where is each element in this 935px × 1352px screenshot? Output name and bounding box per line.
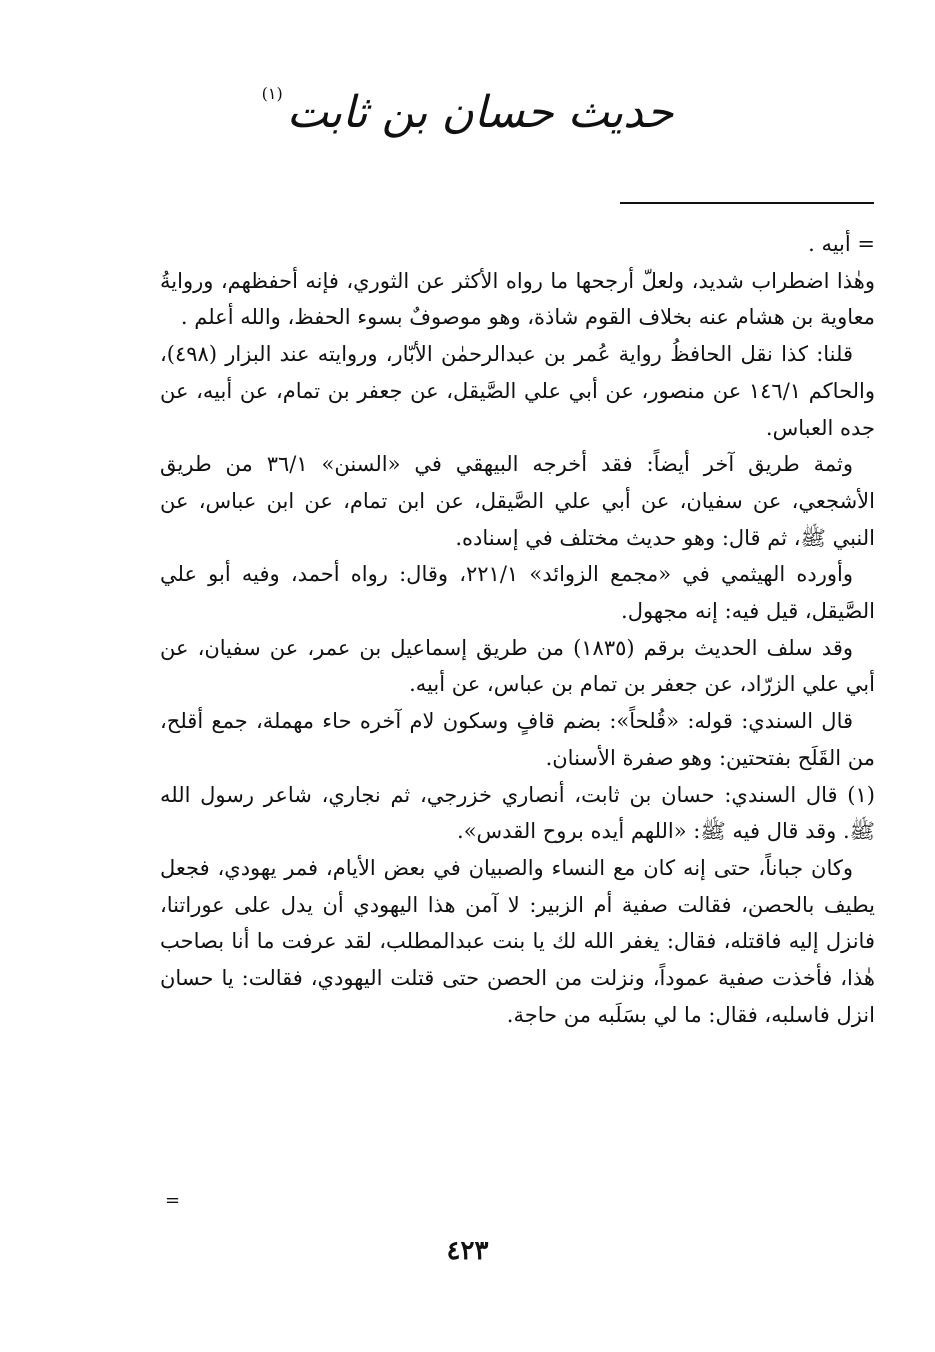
title-text: حديث حسان بن ثابت (286, 87, 674, 138)
footnote-paragraph: وكان جباناً، حتى إنه كان مع النساء والصبيان في بعض الأيام، فمر يهودي، فجعل يطيف بالحصن، فقالت صفية أم الزبير: لا آمن هذا اليهودي أن يدل على عوراتنا، فانزل إليه فاقتله، فقال: يغفر الله لك يا بنت عبدالمطلب، لقد عرفت ما أنا بصاحب هٰذا، فأخذت صفية عموداً، ونزلت من الحصن حتى قتلت اليهودي، فقالت: يا حسان انزل فاسلبه، فقال: ما لي بسَلَبه من حاجة. (160, 855, 875, 1027)
page-title (0, 84, 935, 138)
footnote-separator (620, 202, 874, 204)
footnote-body (160, 226, 875, 1033)
footnote-paragraph: قال السندي: قوله: «قُلحاً»: بضم قافٍ وسكون لام آخره حاء مهملة، جمع أقلح، من القَلَح بفتحتين: وهو صفرة الأسنان. (160, 709, 875, 770)
footnote-paragraph: وثمة طريق آخر أيضاً: فقد أخرجه البيهقي في «السنن» ٣٦/١ من طريق الأشجعي، عن سفيان، عن أبي علي الصَّيقل، عن ابن تمام، عن ابن عباس، عن النبي ﷺ، ثم قال: وهو حديث مختلف في إسناده. (160, 452, 875, 550)
footnote-paragraph: (١) قال السندي: حسان بن ثابت، أنصاري خزرجي، ثم نجاري، شاعر رسول الله ﷺ. وقد قال فيه ﷺ: «اللهم أيده بروح القدس». (160, 782, 875, 844)
footnote-paragraph: = أبيه . (808, 232, 875, 256)
continuation-mark: = (165, 1190, 181, 1211)
footnote-paragraph: وأورده الهيثمي في «مجمع الزوائد» ٢٢١/١، وقال: رواه أحمد، وفيه أبو علي الصَّيقل، قيل فيه: إنه مجهول. (160, 562, 875, 624)
footnote-reference: (١) (261, 84, 283, 103)
page-number: ٤٢٣ (446, 1236, 489, 1266)
footnote-paragraph: وهٰذا اضطراب شديد، ولعلّ أرجحها ما رواه الأكثر عن الثوري، فإنه أحفظهم، وروايةُ معاوية بن هشام عنه بخلاف القوم شاذة، وهو موصوفٌ بسوء الحفظ، والله أعلم . (160, 268, 875, 330)
footnote-paragraph: وقد سلف الحديث برقم (١٨٣٥) من طريق إسماعيل بن عمر، عن سفيان، عن أبي علي الزرّاد، عن جعفر بن تمام بن عباس، عن أبيه. (160, 635, 875, 697)
footnote-paragraph: قلنا: كذا نقل الحافظُ رواية عُمر بن عبدالرحمٰن الأبّار، وروايته عند البزار (٤٩٨)، والحاكم ١٤٦/١ عن منصور، عن أبي علي الصَّيقل، عن جعفر بن تمام، عن أبيه، عن جده العباس. (160, 342, 876, 440)
